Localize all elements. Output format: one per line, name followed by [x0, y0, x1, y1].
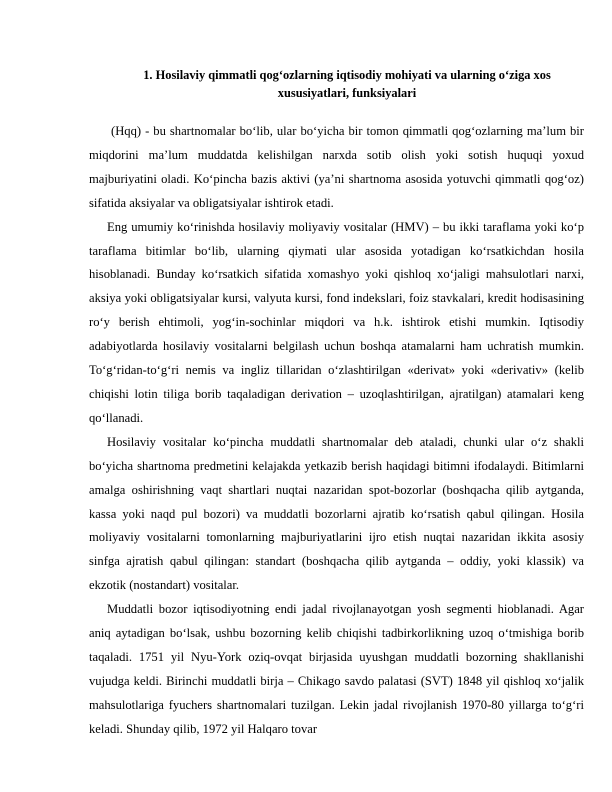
paragraph: Hosilaviy vositalar ko‘pincha muddatli shartnomalar deb ataladi, chunki ular o‘z shakli bo‘yicha shartnoma predmetini kelajakda yetkazib berish haqidagi bitimni ifodalaydi. Bitimlarni amalga oshirishning vaqt shartlari nuqtai nazaridan spot-bozorlar (boshqacha qilib aytganda, kassa yoki naqd pul bozori) va muddatli bozorlarni ajratib ko‘rsatish qabul qilingan. Hosila moliyaviy vositalarni tomonlarning majburiyatlarini ijro etish nuqtai nazaridan ikkita asosiy sinfga ajratish qabul qilingan: standart (boshqacha qilib aytganda – oddiy, yoki klassik) va ekzotik (nostandart) vositalar.	[89, 434, 584, 593]
paragraph: (Hqq) - bu shartnomalar bo‘lib, ular bo‘yicha bir tomon qimmatli qog‘ozlarning ma’lum bir miqdorini ma’lum muddatda kelishilgan narxda sotib olish yoki sotish huquqi yoxud majburiyatini oladi. Ko‘pincha bazis aktivi (ya’ni shartnoma asosida yotuvchi qimmatli qog‘oz) sifatida aksiyalar va obligatsiyalar ishtirok etadi.	[89, 124, 584, 210]
section-heading: 1. Hosilaviy qimmatli qog‘ozlarning iqtisodiy mohiyati va ularning o‘ziga xos xususiyatlari, funksiyalari	[143, 68, 551, 100]
document-body	[89, 120, 584, 742]
paragraph: Eng umumiy ko‘rinishda hosilaviy moliyaviy vositalar (HMV) – bu ikki taraflama yoki ko‘p taraflama bitimlar bo‘lib, ularning qiymati ular asosida yotadigan ko‘rsatkichdan hosila hisoblanadi. Bunday ko‘rsatkich sifatida xomashyo yoki qishloq xo‘jaligi mahsulotlari narxi, aksiya yoki obligatsiyalar kursi, valyuta kursi, fond indekslari, foiz stavkalari, kredit hodisasining ro‘y berish ehtimoli, yog‘in-sochinlar miqdori va h.k. ishtirok etishi mumkin. Iqtisodiy adabiyotlarda hosilaviy vositalarni belgilash uchun boshqa atamalarni ham uchratish mumkin. To‘g‘ridan-to‘g‘ri nemis va ingliz tillaridan o‘zlashtirilgan «derivat» yoki «derivativ» (kelib chiqishi lotin tiliga borib taqaladigan derivation – uzoqlashtirilgan, ajratilgan) atamalari keng qo‘llanadi.	[89, 219, 584, 425]
paragraph: Muddatli bozor iqtisodiyotning endi jadal rivojlanayotgan yosh segmenti hioblanadi. Agar aniq aytadigan bo‘lsak, ushbu bozorning kelib chiqishi tadbirkorlikning uzoq o‘tmishiga borib taqaladi. 1751 yil Nyu-York oziq-ovqat birjasida uyushgan muddatli bozorning shakllanishi vujudga keldi. Birinchi muddatli birja – Chikago savdo palatasi (SVT) 1848 yil qishloq xo‘jalik mahsulotlariga fyuchers shartnomalari tuzilgan. Lekin jadal rivojlanish 1970-80 yillarga to‘g‘ri keladi. Shunday qilib, 1972 yil Halqaro tovar	[89, 602, 584, 736]
